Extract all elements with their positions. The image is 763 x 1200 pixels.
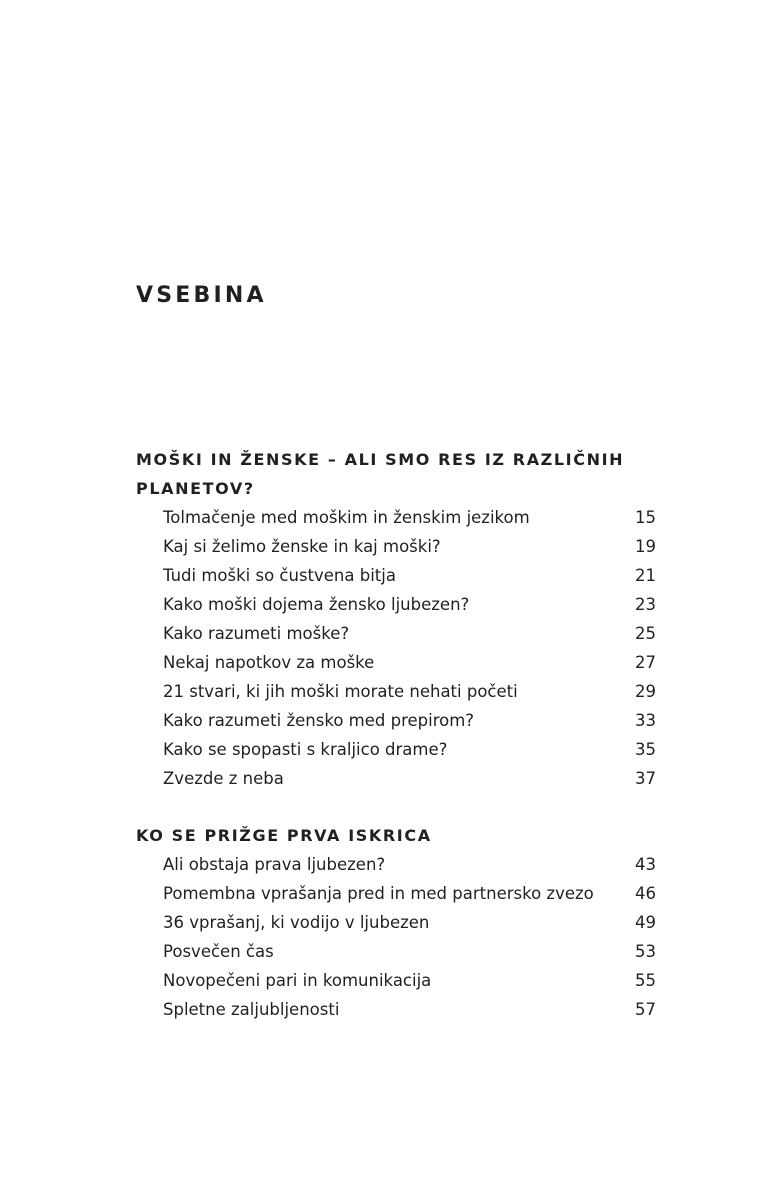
- toc-section: [136, 821, 656, 1024]
- entry-page-number: 21: [635, 566, 656, 585]
- entry-page-number: 19: [635, 537, 656, 556]
- toc-entry[interactable]: [136, 532, 656, 561]
- entry-title: Ali obstaja prava ljubezen?: [163, 855, 386, 874]
- entry-page-number: 23: [635, 595, 656, 614]
- section-title: [136, 445, 656, 503]
- section-title-line: KO SE PRIŽGE PRVA ISKRICA: [136, 826, 432, 845]
- entry-title: Spletne zaljubljenosti: [163, 1000, 340, 1019]
- entry-title: Tolmačenje med moškim in ženskim jezikom: [163, 508, 530, 527]
- entry-title: Novopečeni pari in komunikacija: [163, 971, 432, 990]
- entry-page-number: 29: [635, 682, 656, 701]
- entry-page-number: 33: [635, 711, 656, 730]
- entry-title: Posvečen čas: [163, 942, 274, 961]
- entry-page-number: 57: [635, 1000, 656, 1019]
- toc-entry[interactable]: [136, 677, 656, 706]
- entry-page-number: 49: [635, 913, 656, 932]
- entry-page-number: 27: [635, 653, 656, 672]
- entry-page-number: 53: [635, 942, 656, 961]
- toc-entry[interactable]: [136, 648, 656, 677]
- toc-entry[interactable]: [136, 619, 656, 648]
- page-title: VSEBINA: [136, 283, 267, 308]
- section-title-line: PLANETOV?: [136, 479, 255, 498]
- entry-title: Kaj si želimo ženske in kaj moški?: [163, 537, 441, 556]
- table-of-contents: [136, 445, 656, 1052]
- entry-title: Tudi moški so čustvena bitja: [163, 566, 396, 585]
- entry-page-number: 55: [635, 971, 656, 990]
- entry-title: 21 stvari, ki jih moški morate nehati početi: [163, 682, 518, 701]
- toc-entry[interactable]: [136, 735, 656, 764]
- entry-page-number: 35: [635, 740, 656, 759]
- entry-title: Kako razumeti žensko med prepirom?: [163, 711, 475, 730]
- entry-title: 36 vprašanj, ki vodijo v ljubezen: [163, 913, 430, 932]
- toc-entry[interactable]: [136, 908, 656, 937]
- section-title-line: MOŠKI IN ŽENSKE – ALI SMO RES IZ RAZLIČNIH: [136, 450, 625, 469]
- toc-entry[interactable]: [136, 590, 656, 619]
- toc-entry[interactable]: [136, 879, 656, 908]
- toc-entry[interactable]: [136, 966, 656, 995]
- toc-entry[interactable]: [136, 764, 656, 793]
- entry-page-number: 46: [635, 884, 656, 903]
- entry-title: Pomembna vprašanja pred in med partnersko zvezo: [163, 884, 594, 903]
- entry-title: Kako se spopasti s kraljico drame?: [163, 740, 448, 759]
- entry-page-number: 15: [635, 508, 656, 527]
- entry-page-number: 37: [635, 769, 656, 788]
- toc-entry[interactable]: [136, 561, 656, 590]
- toc-entry[interactable]: [136, 937, 656, 966]
- entry-title: Zvezde z neba: [163, 769, 284, 788]
- entry-page-number: 43: [635, 855, 656, 874]
- toc-section: [136, 445, 656, 793]
- entry-title: Kako moški dojema žensko ljubezen?: [163, 595, 470, 614]
- toc-entry[interactable]: [136, 706, 656, 735]
- entry-title: Kako razumeti moške?: [163, 624, 350, 643]
- toc-entry[interactable]: [136, 995, 656, 1024]
- entry-title: Nekaj napotkov za moške: [163, 653, 375, 672]
- entry-page-number: 25: [635, 624, 656, 643]
- toc-entry[interactable]: [136, 503, 656, 532]
- section-title: [136, 821, 656, 850]
- toc-entry[interactable]: [136, 850, 656, 879]
